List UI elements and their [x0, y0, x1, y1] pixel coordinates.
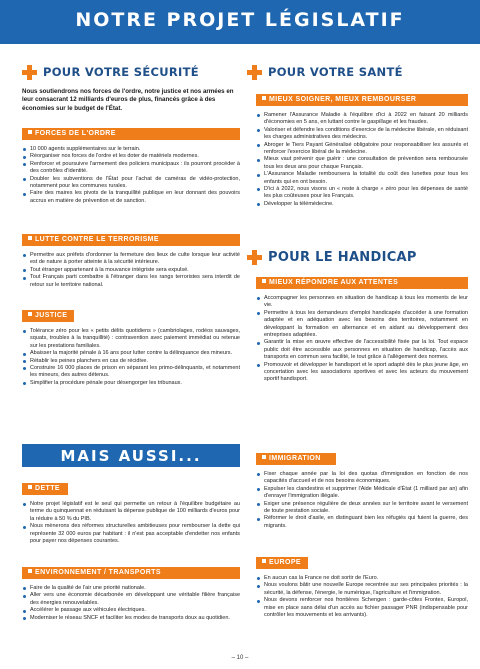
page-number: – 10 – [231, 655, 249, 661]
list-item: Aller vers une économie décarbonée en développant une véritable filière française des énergies renouvelables. [22, 592, 240, 607]
list-item: Rétablir les peines planchers en cas de récidive. [22, 358, 240, 365]
list-item: Faire des maires les pivots de la tranquillité publique en leur donnant des pouvoirs accrus en matière de prévention et de sanction. [22, 190, 240, 205]
list-item: En aucun cas la France ne doit sortir de l'Euro. [256, 575, 468, 582]
list-item: L'Assurance Maladie remboursera la totalité du coût des lunettes pour tous les enfants qui en ont besoin. [256, 171, 468, 186]
list-item: Nous mènerons des réformes structurelles ambitieuses pour rembourser la dette qui représente 32 000 euros par habitant : il n'est pas acceptable d'endetter nos enfants pour payer nos dépenses courantes. [22, 523, 240, 545]
immigration-list [256, 471, 468, 530]
list-item: Permettre aux préfets d'ordonner la fermeture des lieux de culte lorsque leur activité est de nature à porter atteinte à la sécurité intérieure. [22, 252, 240, 267]
list-item: Nous devons renforcer nos frontières Schengen : garde-côtes Frontex, Europol, mise en place sans délai d'un accès au fichier passager PNR (indispensable pour contrôler les mouvements et les arrivants). [256, 597, 468, 619]
mieux-list [256, 112, 468, 208]
securite-header [22, 62, 240, 82]
dette-bar [22, 483, 68, 495]
list-item: Nous voulons bâtir une nouvelle Europe recentrée sur ses principales priorités : la sécurité, la défense, l'énergie, le numérique, l'agriculture et l'immigration. [256, 582, 468, 597]
square-bullet-icon [262, 279, 266, 283]
list-item: Tout étranger appartenant à la mouvance intégriste sera expulsé. [22, 267, 240, 274]
forces-list [22, 146, 240, 205]
terrorisme-title: LUTTE CONTRE LE TERRORISME [35, 236, 159, 243]
square-bullet-icon [262, 455, 266, 459]
securite-section [22, 62, 240, 82]
list-item: Valoriser et défendre les conditions d'exercice de la médecine libérale, en réduisant les charges administratives des médecins. [256, 127, 468, 142]
dette-block [22, 483, 240, 545]
sante-section [247, 62, 465, 82]
handicap-section [247, 247, 465, 267]
plus-icon [247, 250, 262, 265]
immigration-title: IMMIGRATION [269, 455, 321, 462]
attentes-block [256, 277, 468, 384]
attentes-title: MIEUX RÉPONDRE AUX ATTENTES [269, 279, 399, 286]
plus-icon [22, 65, 37, 80]
list-item: Expulser les clandestins et supprimer l'Aide Médicale d'État (1 milliard par an) afin d'enrayer l'immigration illégale. [256, 486, 468, 501]
square-bullet-icon [262, 96, 266, 100]
square-bullet-icon [28, 236, 32, 240]
plus-icon [247, 65, 262, 80]
square-bullet-icon [28, 485, 32, 489]
list-item: Accompagner les personnes en situation de handicap à tous les moments de leur vie. [256, 295, 468, 310]
list-item: Doubler les subventions de l'État pour l'achat de caméras de vidéo-protection, notamment pour les communes rurales. [22, 176, 240, 191]
list-item: Abroger le Tiers Payant Généralisé obligatoire pour responsabiliser les assurés et renforcer l'exercice libéral de la médecine. [256, 142, 468, 157]
list-item: Permettre à tous les demandeurs d'emploi handicapés d'accéder à une formation adaptée et en adéquation avec les besoins des territoires, notamment en développant la formation en alternance et en aidant au développement des entreprises adaptées. [256, 310, 468, 340]
securite-intro: Nous soutiendrons nos forces de l'ordre, notre justice et nos armées en leur consacrant 12 milliards d'euros de plus, financés grâce à des économies sur le budget de l'État. [22, 88, 234, 112]
sante-header [247, 62, 465, 82]
mieux-title: MIEUX SOIGNER, MIEUX REMBOURSER [269, 96, 417, 103]
list-item: Renforcer et poursuivre l'armement des policiers municipaux : ils pourront procéder à des contrôles d'identité. [22, 161, 240, 176]
europe-title: EUROPE [269, 559, 301, 566]
handicap-header [247, 247, 465, 267]
environnement-bar [22, 567, 240, 579]
list-item: Ramener l'Assurance Maladie à l'équilibre d'ici à 2022 en faisant 20 milliards d'économies en 5 ans, en luttant contre le gaspillage et les fraudes. [256, 112, 468, 127]
list-item: Mieux vaut prévenir que guérir : une consultation de prévention sera remboursée tous les deux ans pour chaque Français. [256, 156, 468, 171]
list-item: Tout Français parti combattre à l'étranger dans les rangs terroristes sera interdit de retour sur le territoire national. [22, 274, 240, 289]
terrorisme-bar [22, 234, 240, 246]
list-item: Fixer chaque année par la loi des quotas d'immigration en fonction de nos capacités d'accueil et de nos besoins économiques. [256, 471, 468, 486]
dette-title: DETTE [35, 485, 60, 492]
list-item: Tolérance zéro pour les « petits délits quotidiens » (cambriolages, rodéos sauvages, squats, troubles à la tranquillité) : contravention avec paiement immédiat ou retenue sur les prestations familiales. [22, 328, 240, 350]
list-item: Moderniser le réseau SNCF et faciliter les modes de transports doux au quotidien. [22, 615, 240, 622]
attentes-list [256, 295, 468, 384]
justice-bar [22, 310, 74, 322]
list-item: Réformer le droit d'asile, en distinguant bien les réfugiés qui fuient la guerre, des migrants. [256, 515, 468, 530]
terrorisme-block [22, 234, 240, 289]
sante-title: POUR VOTRE SANTÉ [268, 65, 403, 79]
list-item: Réorganiser nos forces de l'ordre et les doter de matériels modernes. [22, 153, 240, 160]
list-item: D'ici à 2022, nous visons un « reste à charge » zéro pour les dépenses de santé les plus coûteuses pour les Français. [256, 186, 468, 201]
terrorisme-list [22, 252, 240, 289]
list-item: Accélérer le passage aux véhicules électriques. [22, 607, 240, 614]
justice-title: JUSTICE [35, 312, 68, 319]
justice-list [22, 328, 240, 387]
square-bullet-icon [262, 559, 266, 563]
dette-list [22, 501, 240, 545]
securite-title: POUR VOTRE SÉCURITÉ [43, 65, 199, 79]
list-item: Développer la télémédecine. [256, 201, 468, 208]
mais-aussi-title: MAIS AUSSI... [60, 447, 202, 465]
list-item: Faire de la qualité de l'air une priorité nationale. [22, 585, 240, 592]
forces-block [22, 128, 240, 205]
list-item: Exiger une présence régulière de deux années sur le territoire avant le versement de toute prestation sociale. [256, 501, 468, 516]
square-bullet-icon [28, 569, 32, 573]
list-item: Garantir la mise en œuvre effective de l'accessibilité fixée par la loi. Tout espace public doit être accessible aux personnes en situation de handicap, l'accès aux transports en commun sera facilité, le tout grâce à l'allègement des normes. [256, 339, 468, 361]
list-item: Promouvoir et développer le handisport et le sport adapté dès le plus jeune âge, en concertation avec les associations sportives et avec les acteurs du mouvement sportif handisport. [256, 362, 468, 384]
europe-bar [256, 557, 308, 569]
europe-block [256, 557, 468, 619]
environnement-block [22, 567, 240, 622]
immigration-block [256, 453, 468, 530]
list-item: Construire 16 000 places de prison en séparant les primo-délinquants, et notamment les mineurs, des autres détenus. [22, 365, 240, 380]
handicap-title: POUR LE HANDICAP [268, 249, 417, 265]
mais-aussi-banner [22, 444, 240, 467]
immigration-bar [256, 453, 336, 465]
list-item: Abaisser la majorité pénale à 16 ans pour lutter contre la délinquance des mineurs. [22, 350, 240, 357]
forces-title: FORCES DE L'ORDRE [35, 130, 116, 137]
list-item: Simplifier la procédure pénale pour désengorger les tribunaux. [22, 380, 240, 387]
environnement-title: ENVIRONNEMENT / TRANSPORTS [35, 569, 161, 576]
mieux-bar [256, 94, 468, 106]
square-bullet-icon [28, 312, 32, 316]
forces-bar [22, 128, 240, 140]
page-title: NOTRE PROJET LÉGISLATIF [75, 9, 405, 31]
mieux-block [256, 94, 468, 208]
list-item: Notre projet législatif est le seul qui permette un retour à l'équilibre budgétaire au terme du quinquennat en réduisant la dépense publique de 100 milliards d'euros pour la réduire à 50 % du PIB. [22, 501, 240, 523]
europe-list [256, 575, 468, 619]
page-banner [0, 0, 480, 44]
square-bullet-icon [28, 130, 32, 134]
list-item: 10 000 agents supplémentaires sur le terrain. [22, 146, 240, 153]
attentes-bar [256, 277, 468, 289]
environnement-list [22, 585, 240, 622]
justice-block [22, 310, 240, 387]
